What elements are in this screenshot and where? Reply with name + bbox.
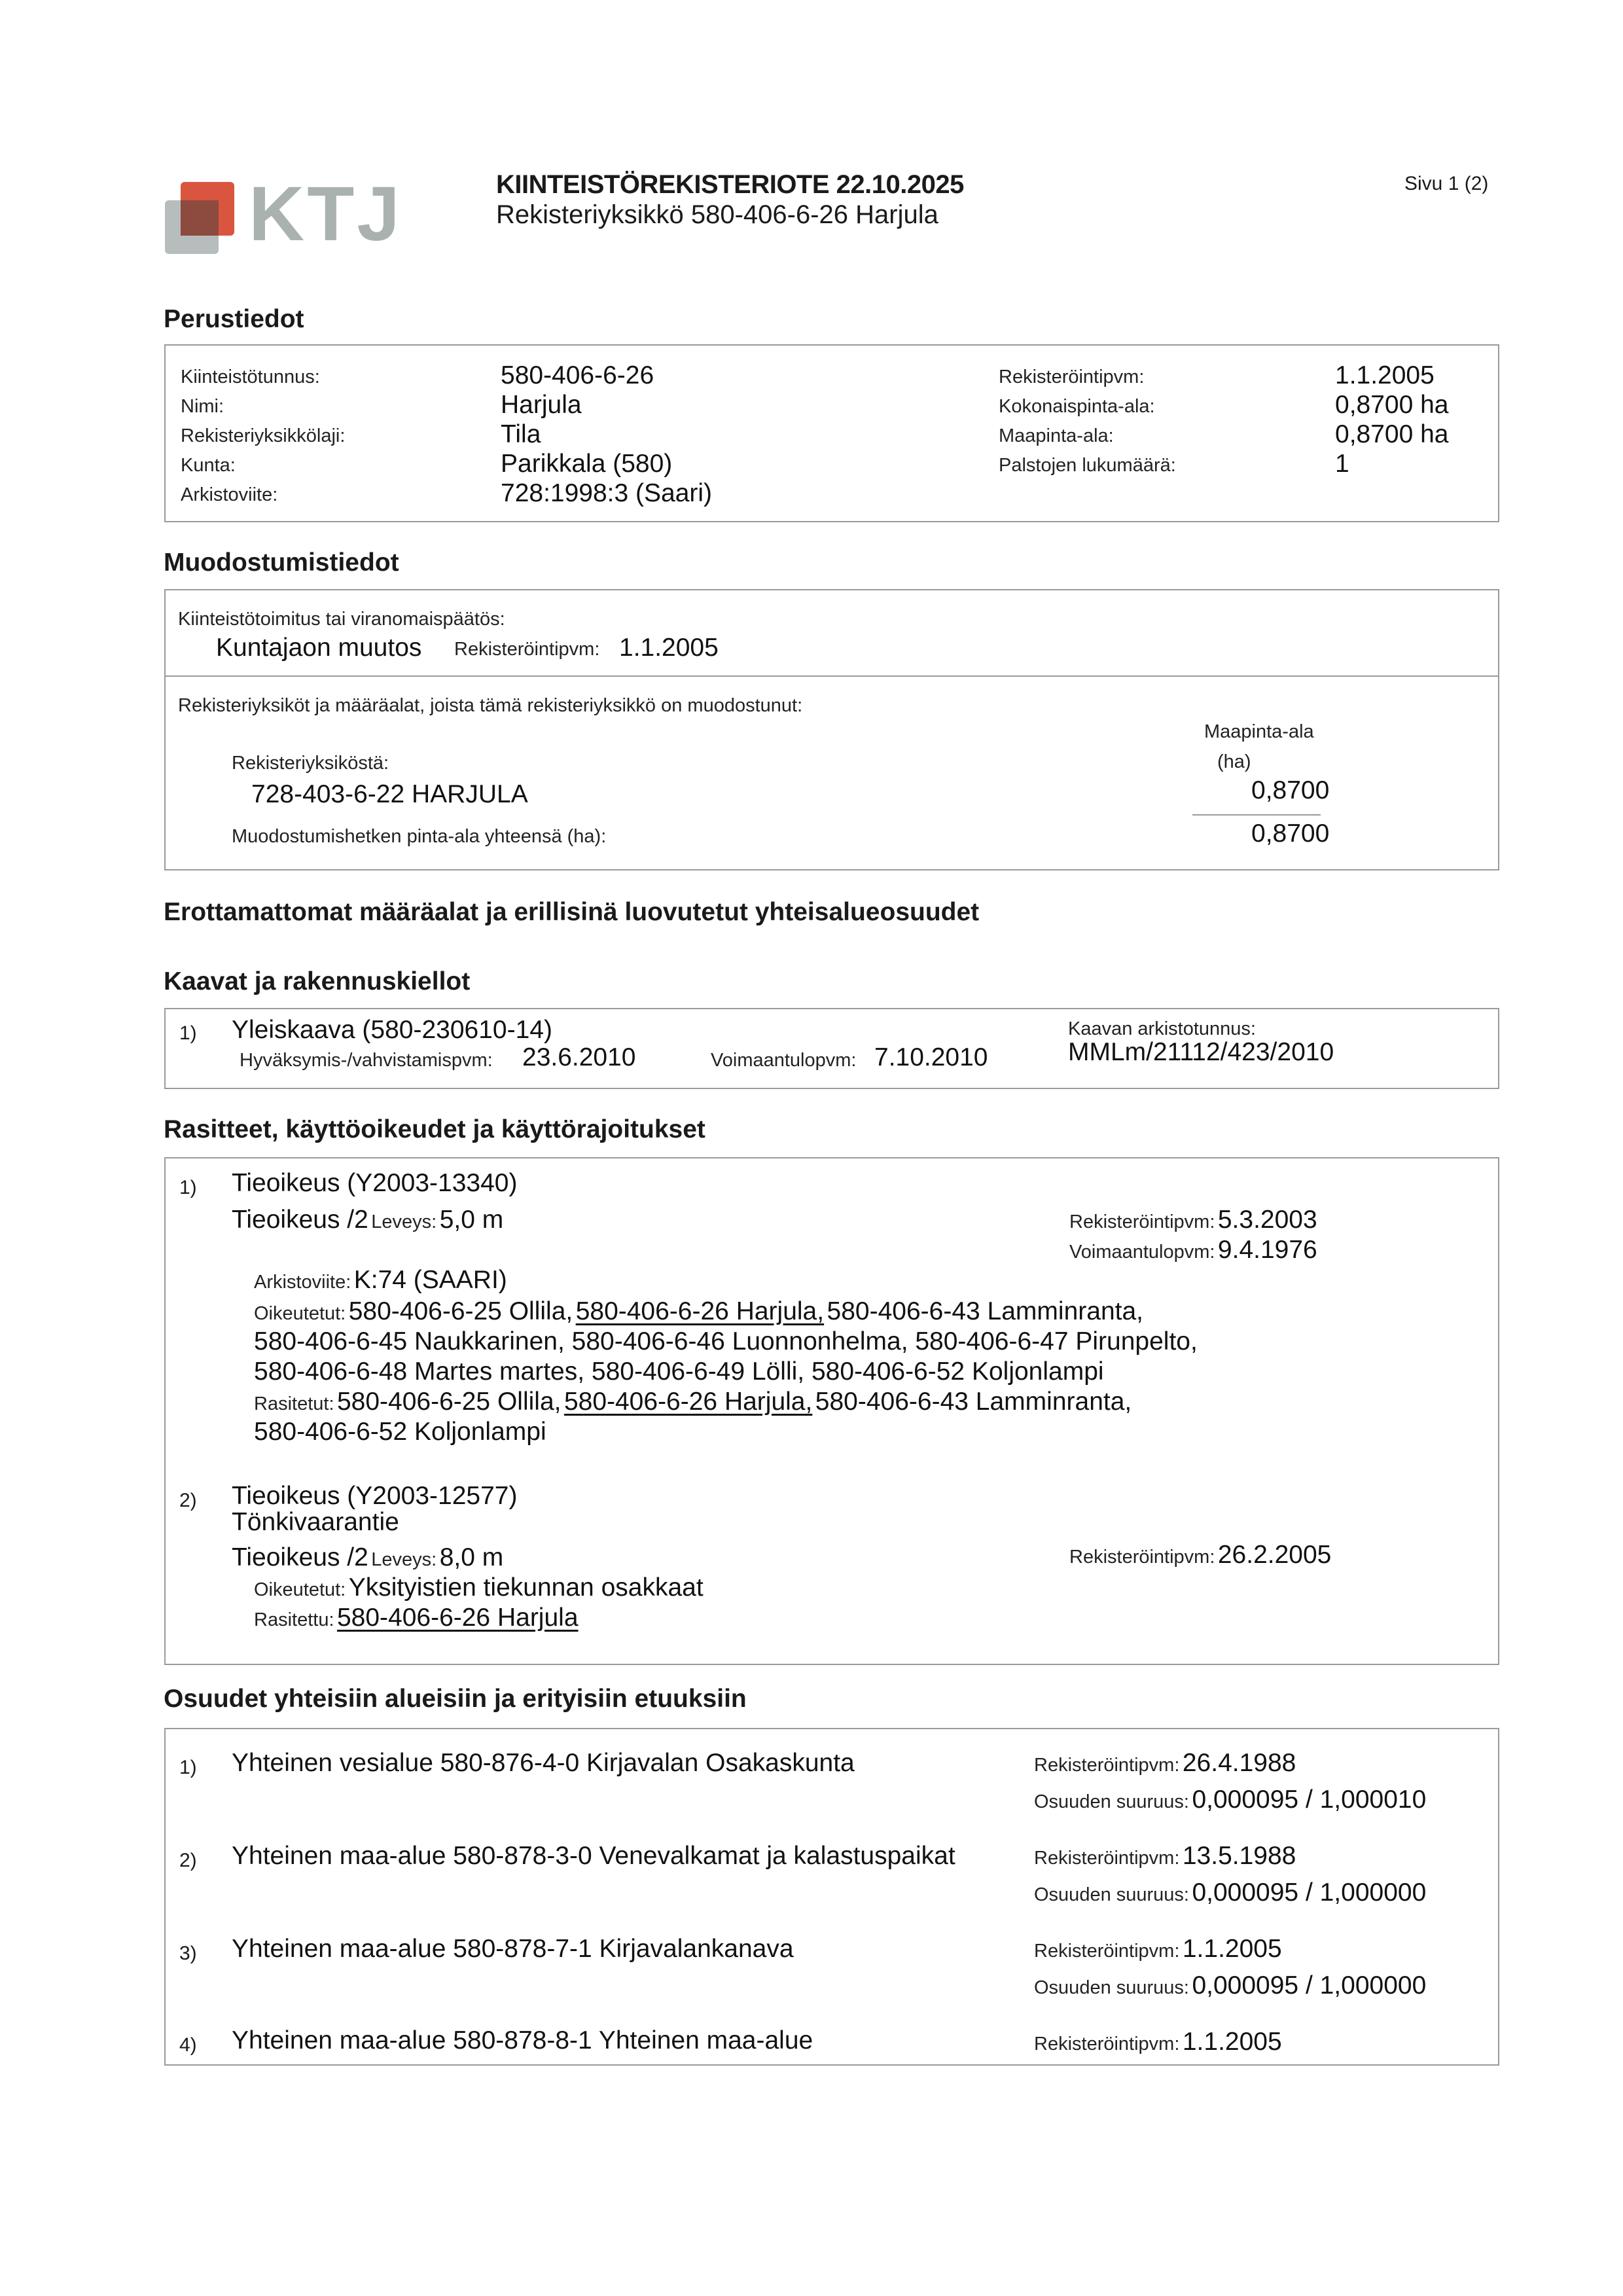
item-number: 3) (179, 1943, 197, 1964)
document-title: KIINTEISTÖREKISTERIOTE 22.10.2025 (496, 170, 964, 199)
oikeutetut-line (254, 1573, 704, 1602)
osuus-line (1034, 1785, 1426, 1814)
osuus-title: Yhteinen vesialue 580-876-4-0 Kirjavalan Osakaskunta (232, 1749, 855, 1777)
osuus-value: 0,000095 / 1,000000 (1192, 1878, 1427, 1907)
rek-line (1069, 1206, 1317, 1234)
rek-value: 5.3.2003 (1217, 1206, 1317, 1234)
rek-label: Rekisteröintipvm: (454, 639, 600, 660)
field-value: 580-406-6-26 (501, 361, 654, 389)
logo-text: KTJ (249, 171, 402, 257)
rek-label: Rekisteröintipvm: (1034, 1848, 1180, 1869)
osuus-label: Osuuden suuruus: (1034, 1884, 1189, 1905)
rek-value: 26.4.1988 (1182, 1749, 1296, 1777)
oikeutetut-line-2: 580-406-6-45 Naukkarinen, 580-406-6-46 Luonnonhelma, 580-406-6-47 Pirunpelto, (254, 1327, 1198, 1355)
rek-value: 26.2.2005 (1217, 1541, 1332, 1569)
osuus-title: Yhteinen maa-alue 580-878-7-1 Kirjavalankanava (232, 1935, 794, 1963)
rek-label: Rekisteröintipvm: (1034, 1941, 1180, 1962)
field-label: Kunta: (181, 455, 236, 476)
rek-value: 13.5.1988 (1182, 1842, 1296, 1870)
from-area: 0,8700 (1251, 776, 1330, 804)
rasite-width-line (232, 1206, 503, 1234)
rasite-type: Tieoikeus /2 (232, 1543, 368, 1571)
hyv-label: Hyväksymis-/vahvistamispvm: (240, 1050, 493, 1071)
logo-overlap-icon (181, 200, 219, 236)
field-value: Parikkala (580) (501, 450, 673, 478)
voim-line (1069, 1236, 1317, 1265)
oikeutetut-line (254, 1297, 1143, 1326)
ark-value: MMLm/21112/423/2010 (1068, 1038, 1334, 1066)
rasitetut-label: Rasitetut: (254, 1393, 334, 1414)
voim-value: 7.10.2010 (874, 1043, 988, 1071)
osuus-title: Yhteinen maa-alue 580-878-8-1 Yhteinen maa-alue (232, 2026, 813, 2054)
from-label: Rekisteriyksiköstä: (232, 753, 389, 774)
oikeutetut-text: 580-406-6-43 Lamminranta, (827, 1297, 1143, 1325)
field-label: Nimi: (181, 396, 224, 417)
osuus-label: Osuuden suuruus: (1034, 1791, 1189, 1812)
field-value: 0,8700 ha (1335, 420, 1449, 448)
rasite-title: Tieoikeus (Y2003-12577) (232, 1482, 518, 1510)
rasitetut-text: 580-406-6-25 Ollila, (336, 1388, 562, 1416)
field-value: 1 (1335, 450, 1349, 478)
leveys-value: 8,0 m (439, 1543, 504, 1571)
field-label: Rekisteriyksikkölaji: (181, 425, 346, 446)
voim-value: 9.4.1976 (1217, 1236, 1317, 1264)
rasitetut-text: 580-406-6-43 Lamminranta, (815, 1388, 1132, 1416)
hyv-value: 23.6.2010 (522, 1043, 636, 1071)
leveys-value: 5,0 m (439, 1206, 504, 1234)
ark-line (254, 1266, 507, 1295)
field-label: Arkistoviite: (181, 484, 278, 505)
rek-label: Rekisteröintipvm: (1034, 1755, 1180, 1776)
rek-line (1034, 2028, 1282, 2056)
field-value: 1.1.2005 (1335, 361, 1435, 389)
area-column-header: Maapinta-ala (1204, 721, 1314, 742)
rek-label: Rekisteröintipvm: (1069, 1211, 1215, 1232)
section-heading-perustiedot: Perustiedot (164, 305, 304, 333)
oikeutetut-label: Oikeutetut: (254, 1303, 346, 1324)
sum-line (1192, 814, 1321, 816)
item-number: 1) (179, 1757, 197, 1778)
ark-label: Kaavan arkistotunnus: (1068, 1018, 1256, 1039)
perustiedot-box (164, 344, 1499, 522)
ark-label: Arkistoviite: (254, 1272, 351, 1293)
rasite-width-line (232, 1543, 503, 1572)
voim-label: Voimaantulopvm: (711, 1050, 857, 1071)
rek-line (1034, 1935, 1282, 1964)
rasite-title: Tieoikeus (Y2003-13340) (232, 1169, 518, 1197)
rek-line (1034, 1749, 1296, 1778)
rek-value: 1.1.2005 (1182, 1935, 1282, 1963)
rek-line (1069, 1541, 1331, 1570)
rasite-type: Tieoikeus /2 (232, 1206, 368, 1234)
field-value: Tila (501, 420, 541, 448)
oikeutetut-label: Oikeutetut: (254, 1579, 346, 1600)
field-label: Palstojen lukumäärä: (999, 455, 1176, 476)
rek-value: 1.1.2005 (619, 634, 719, 662)
rasitetut-line-2: 580-406-6-52 Koljonlampi (254, 1418, 546, 1446)
item-number: 1) (179, 1022, 197, 1044)
harjula-link[interactable]: 580-406-6-26 Harjula (336, 1604, 579, 1632)
field-value: 728:1998:3 (Saari) (501, 479, 713, 507)
osuus-line (1034, 1971, 1426, 2000)
section-heading-muodostumistiedot: Muodostumistiedot (164, 548, 399, 577)
oikeutetut-value: Yksityistien tiekunnan osakkaat (348, 1573, 704, 1602)
osuus-line (1034, 1878, 1426, 1907)
field-label: Kiinteistötunnus: (181, 367, 320, 387)
osuus-title: Yhteinen maa-alue 580-878-3-0 Venevalkamat ja kalastuspaikat (232, 1842, 955, 1870)
leveys-label: Leveys: (371, 1211, 437, 1232)
rek-label: Rekisteröintipvm: (1069, 1547, 1215, 1568)
item-number: 4) (179, 2034, 197, 2056)
field-label: Maapinta-ala: (999, 425, 1114, 446)
rasitettu-line (254, 1604, 579, 1632)
total-label: Muodostumishetken pinta-ala yhteensä (ha): (232, 826, 607, 847)
item-number: 1) (179, 1177, 197, 1198)
voim-label: Voimaantulopvm: (1069, 1242, 1215, 1263)
origins-label: Rekisteriyksiköt ja määräalat, joista tämä rekisteriyksikkö on muodostunut: (178, 695, 803, 716)
area-unit-header: (ha) (1217, 751, 1251, 772)
from-value: 728-403-6-22 HARJULA (251, 780, 528, 808)
osuus-value: 0,000095 / 1,000010 (1192, 1785, 1427, 1814)
rasite-subtitle: Tönkivaarantie (232, 1508, 399, 1536)
field-label: Kokonaispinta-ala: (999, 396, 1155, 417)
document-subtitle: Rekisteriyksikkö 580-406-6-26 Harjula (496, 200, 938, 229)
rek-line (1034, 1842, 1296, 1871)
osuus-label: Osuuden suuruus: (1034, 1977, 1189, 1998)
section-heading-rasitteet: Rasitteet, käyttöoikeudet ja käyttörajoitukset (164, 1115, 705, 1143)
field-label: Rekisteröintipvm: (999, 367, 1145, 387)
field-value: Harjula (501, 391, 582, 419)
toimitus-label: Kiinteistötoimitus tai viranomaispäätös: (178, 609, 505, 630)
ark-value: K:74 (SAARI) (353, 1266, 507, 1294)
section-heading-erottamattomat: Erottamattomat määräalat ja erillisinä luovutetut yhteisalueosuudet (164, 898, 980, 926)
rek-value: 1.1.2005 (1182, 2028, 1282, 2056)
section-heading-osuudet: Osuudet yhteisiin alueisiin ja erityisiin etuuksiin (164, 1685, 747, 1713)
osuus-value: 0,000095 / 1,000000 (1192, 1971, 1427, 2000)
rek-label: Rekisteröintipvm: (1034, 2034, 1180, 2054)
section-divider (164, 675, 1499, 677)
page-number: Sivu 1 (2) (1404, 173, 1489, 194)
oikeutetut-text: 580-406-6-25 Ollila, (348, 1297, 573, 1325)
toimitus-value: Kuntajaon muutos (216, 634, 422, 662)
rasitetut-line (254, 1388, 1132, 1416)
harjula-link[interactable]: 580-406-6-26 Harjula, (563, 1388, 813, 1416)
field-value: 0,8700 ha (1335, 391, 1449, 419)
item-number: 2) (179, 1490, 197, 1511)
total-value: 0,8700 (1251, 819, 1330, 848)
oikeutetut-line-3: 580-406-6-48 Martes martes, 580-406-6-49 Lölli, 580-406-6-52 Koljonlampi (254, 1357, 1104, 1386)
leveys-label: Leveys: (371, 1549, 437, 1570)
item-number: 2) (179, 1850, 197, 1871)
kaava-title: Yleiskaava (580-230610-14) (232, 1016, 552, 1044)
section-heading-kaavat: Kaavat ja rakennuskiellot (164, 967, 471, 996)
harjula-link[interactable]: 580-406-6-26 Harjula, (575, 1297, 825, 1325)
rasitettu-label: Rasitettu: (254, 1609, 334, 1630)
